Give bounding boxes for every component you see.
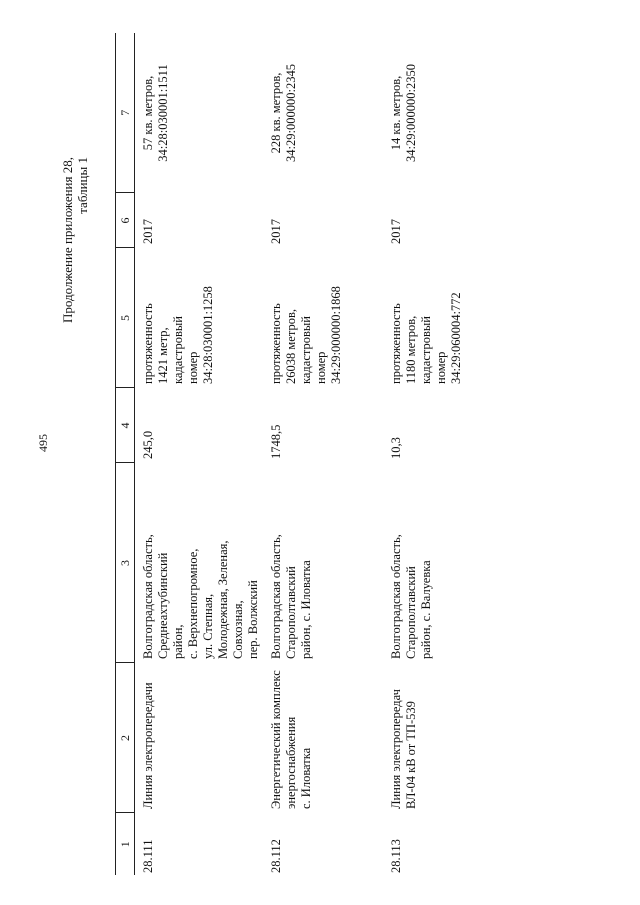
object-value: 245,0 (141, 430, 155, 459)
caption-line-1: Продолжение приложения 28, (60, 157, 75, 324)
object-year: 2017 (269, 219, 283, 244)
header-cell-2: 2 (116, 663, 135, 813)
header-cell-1: 1 (116, 813, 135, 875)
header-cell-5: 5 (116, 248, 135, 388)
data-table (115, 33, 503, 875)
object-address: Волгоградская область, Старополтавский район, с. Иловатка (269, 534, 313, 659)
object-description: протяженность 26038 метров, кадастровый номер 34:29:000000:1868 (269, 286, 343, 384)
object-description: протяженность 1421 метр, кадастровый номер 34:28:030001:1258 (141, 286, 215, 384)
table-row (383, 33, 503, 875)
rotated-sheet (60, 64, 575, 875)
table-row (135, 33, 264, 875)
header-cell-7: 7 (116, 33, 135, 193)
row-number: 28.112 (269, 839, 283, 873)
header-cell-4: 4 (116, 388, 135, 463)
header-cell-3: 3 (116, 463, 135, 663)
table-row (263, 33, 383, 875)
row-number: 28.111 (141, 839, 155, 873)
object-name: Линия электропередач ВЛ-04 кВ от ТП-539 (389, 689, 418, 809)
object-name: Линия электропередачи (141, 682, 155, 809)
caption-line-2: таблицы 1 (75, 157, 90, 214)
object-year: 2017 (141, 219, 155, 244)
page-number: 495 (36, 434, 50, 452)
object-value: 10,3 (389, 437, 403, 459)
object-address: Волгоградская область, Старополтавский район, с. Валуевка (389, 534, 433, 659)
object-extra: 14 кв. метров, 34:29:000000:2350 (389, 64, 418, 162)
object-year: 2017 (389, 219, 403, 244)
object-description: протяженность 1180 метров, кадастровый номер 34:29:060004:772 (389, 292, 463, 384)
table-caption (60, 157, 90, 457)
object-extra: 57 кв. метров, 34:28:030001:1511 (141, 64, 170, 162)
object-name: Энергетический комплекс энергоснабжения с. Иловатка (269, 670, 313, 809)
object-value: 1748,5 (269, 424, 283, 459)
header-cell-6: 6 (116, 193, 135, 248)
header-row (116, 33, 135, 875)
row-number: 28.113 (389, 839, 403, 873)
object-address: Волгоградская область, Среднеахтубинский район, с. Верхнепогромное, ул. Степная, Молодежная, Зеленая, Совхозная, пер. Волжский (141, 534, 260, 659)
object-extra: 228 кв. метров, 34:29:000000:2345 (269, 64, 298, 162)
